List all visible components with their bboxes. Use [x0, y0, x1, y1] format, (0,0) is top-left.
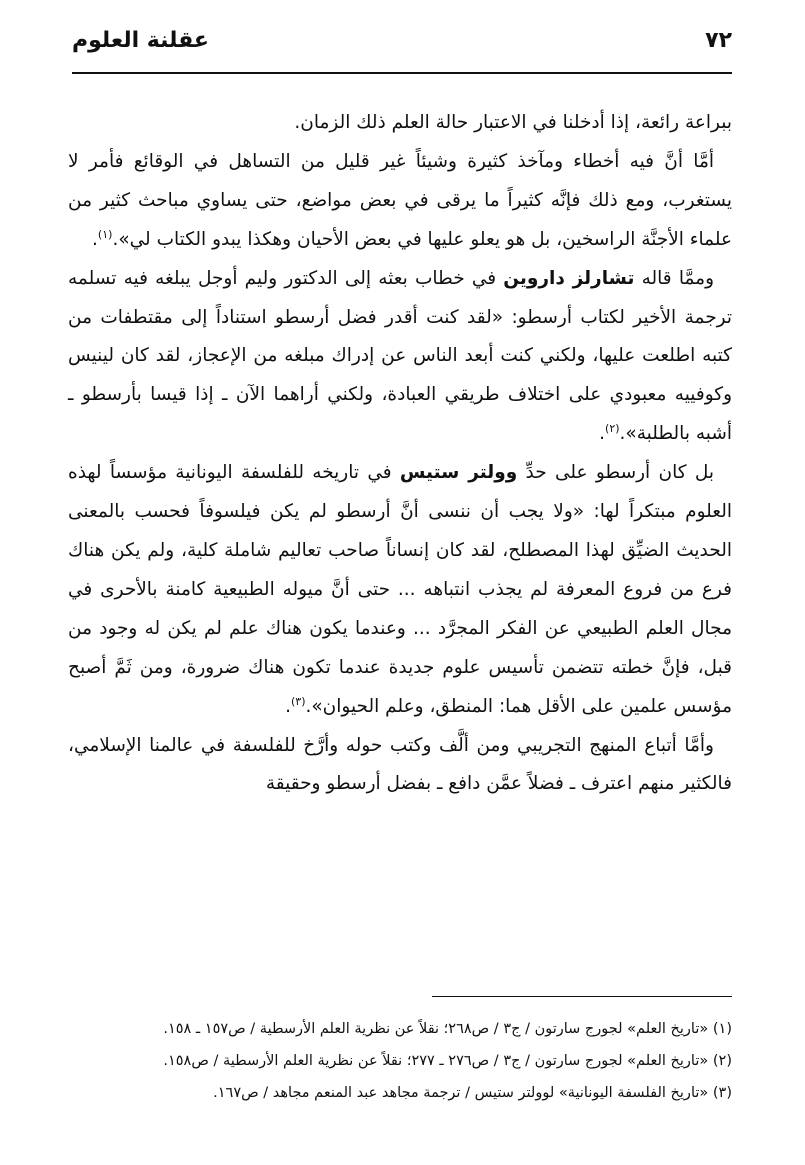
- footnote-3: (٣) «تاريخ الفلسفة اليونانية» لوولتر ستيس / ترجمة مجاهد عبد المنعم مجاهد / ص١٦٧.: [213, 1085, 732, 1101]
- paragraph-1-text: ببراعة رائعة، إذا أدخلنا في الاعتبار حالة العلم ذلك الزمان.: [294, 112, 732, 133]
- footnote-2: (٢) «تاريخ العلم» لجورج سارتون / ج٣ / ص٢٧٦ ـ ٢٧٧؛ نقلاً عن نظرية العلم الأرسطية / ص١٥٨.: [163, 1053, 732, 1069]
- page-number: ٧٢: [705, 28, 732, 53]
- paragraph-3-lead: وممَّا قاله: [634, 267, 715, 289]
- footnotes: [72, 1013, 732, 1109]
- footnote-ref-2: (٢): [605, 422, 620, 436]
- name-stace: وولتر ستيس: [399, 462, 518, 484]
- paragraph-1: [68, 104, 732, 143]
- main-text: [68, 104, 732, 804]
- paragraph-5: [68, 727, 732, 805]
- paragraph-5-text: وأمَّا أتباع المنهج التجريبي ومن ألَّف وكتب حوله وأرَّخ للفلسفة في عالمنا الإسلامي، فالكثير منهم اعترف ـ فضلاً عمَّن دافع ـ بفضل أرسطو وحقيقة: [68, 734, 732, 795]
- footnote-ref-3: (٣): [290, 694, 306, 708]
- header-rule: [72, 72, 732, 74]
- running-title: عقلنة العلوم: [72, 28, 209, 53]
- paragraph-2-text: أمَّا أنَّ فيه أخطاء ومآخذ كثيرة وشيئاً غير قليل من التساهل في الوقائع فأمر لا يستغرب، ومع ذلك فإنَّه كثيراً ما يرقى في بعض مواضع، حتى يساوي مباحث كثير من علماء الأجنَّة الراسخين، بل هو يعلو عليها في بعض الأحيان وهكذا يبدو الكتاب لي».: [68, 150, 732, 250]
- footnote-ref-1: (١): [97, 227, 113, 241]
- paragraph-4: بل كان أرسطو على حدِّ وولتر ستيس في تاريخه للفلسفة اليونانية مؤسساً لهذه العلوم مبتكراً لها: «ولا يجب أن ننسى أنَّ أرسطو لم يكن فيلسوفاً فحسب بالمعنى الحديث الضيِّق لهذا المصطلح، لقد كان إنساناً صاحب تعاليم شاملة كلية، ولم يكن هناك فرع من فروع المعرفة لم يجذب انتباهه ... حتى أنَّ ميوله الطبيعية كامنة بالأحرى في مجال العلم الطبيعي عن الفكر المجرَّد ... وعندما يكون هناك علم لم يكن له وجود من قبل، فإنَّ خطته تتضمن تأسيس علوم جديدة عندما تكون هناك ضرورة، ومن ثَمَّ أصبح مؤسس علمين على الأقل هما: المنطق، وعلم الحيوان».$^{(٣)}$.: [68, 462, 732, 717]
- footnote-rule: [432, 996, 732, 997]
- paragraph-3: وممَّا قاله تشارلز داروين في خطاب بعثه إلى الدكتور وليم أوجل يبلغه فيه تسلمه ترجمة الأخير لكتاب أرسطو: «لقد كنت أقدر فضل أرسطو استناداً إلى مقتطفات من كتبه اطلعت عليها، ولكني كنت أبعد الناس عن إدراك مبلغه من الإعجاز، لقد كان لينيس وكوفييه معبودي على اختلاف طريقي العبادة، ولكني أراهما الآن ـ إذا قيسا بأرسطو ـ أشبه بالطلبة».$^{(٢)}$.: [68, 267, 732, 445]
- footnote-1: (١) «تاريخ العلم» لجورج سارتون / ج٣ / ص٢٦٨؛ نقلاً عن نظرية العلم الأرسطية / ص١٥٧ ـ ١٥٨.: [163, 1021, 732, 1037]
- paragraph-2: أمَّا أنَّ فيه أخطاء ومآخذ كثيرة وشيئاً غير قليل من التساهل في الوقائع فأمر لا يستغرب، ومع ذلك فإنَّه كثيراً ما يرقى في بعض مواضع، حتى يساوي مباحث كثير من علماء الأجنَّة الراسخين، بل هو يعلو عليها في بعض الأحيان وهكذا يبدو الكتاب لي».$^{(١)}$.: [68, 150, 732, 250]
- paragraph-4-text: في تاريخه للفلسفة اليونانية مؤسساً لهذه العلوم مبتكراً لها: «ولا يجب أن ننسى أنَّ أرسطو لم يكن فيلسوفاً فحسب بالمعنى الحديث الضيِّق لهذا المصطلح، لقد كان إنساناً صاحب تعاليم شاملة كلية، ولم يكن هناك فرع من فروع المعرفة لم يجذب انتباهه ... حتى أنَّ ميوله الطبيعية كامنة بالأحرى في مجال العلم الطبيعي عن الفكر المجرَّد ... وعندما يكون هناك علم لم يكن له وجود من قبل، فإنَّ خطته تتضمن تأسيس علوم جديدة عندما تكون هناك ضرورة، ومن ثَمَّ أصبح مؤسس علمين على الأقل هما: المنطق، وعلم الحيوان».: [68, 462, 732, 717]
- paragraph-3-text: في خطاب بعثه إلى الدكتور وليم أوجل يبلغه فيه تسلمه ترجمة الأخير لكتاب أرسطو: «لقد كنت أقدر فضل أرسطو استناداً إلى مقتطفات من كتبه اطلعت عليها، ولكني كنت أبعد الناس عن إدراك مبلغه من الإعجاز، لقد كان لينيس وكوفييه معبودي على اختلاف طريقي العبادة، ولكني أراهما الآن ـ إذا قيسا بأرسطو ـ أشبه بالطلبة».: [68, 267, 732, 445]
- paragraph-4-lead: بل كان أرسطو على حدِّ: [517, 462, 714, 484]
- name-darwin: تشارلز داروين: [503, 267, 635, 289]
- running-header: [72, 28, 732, 68]
